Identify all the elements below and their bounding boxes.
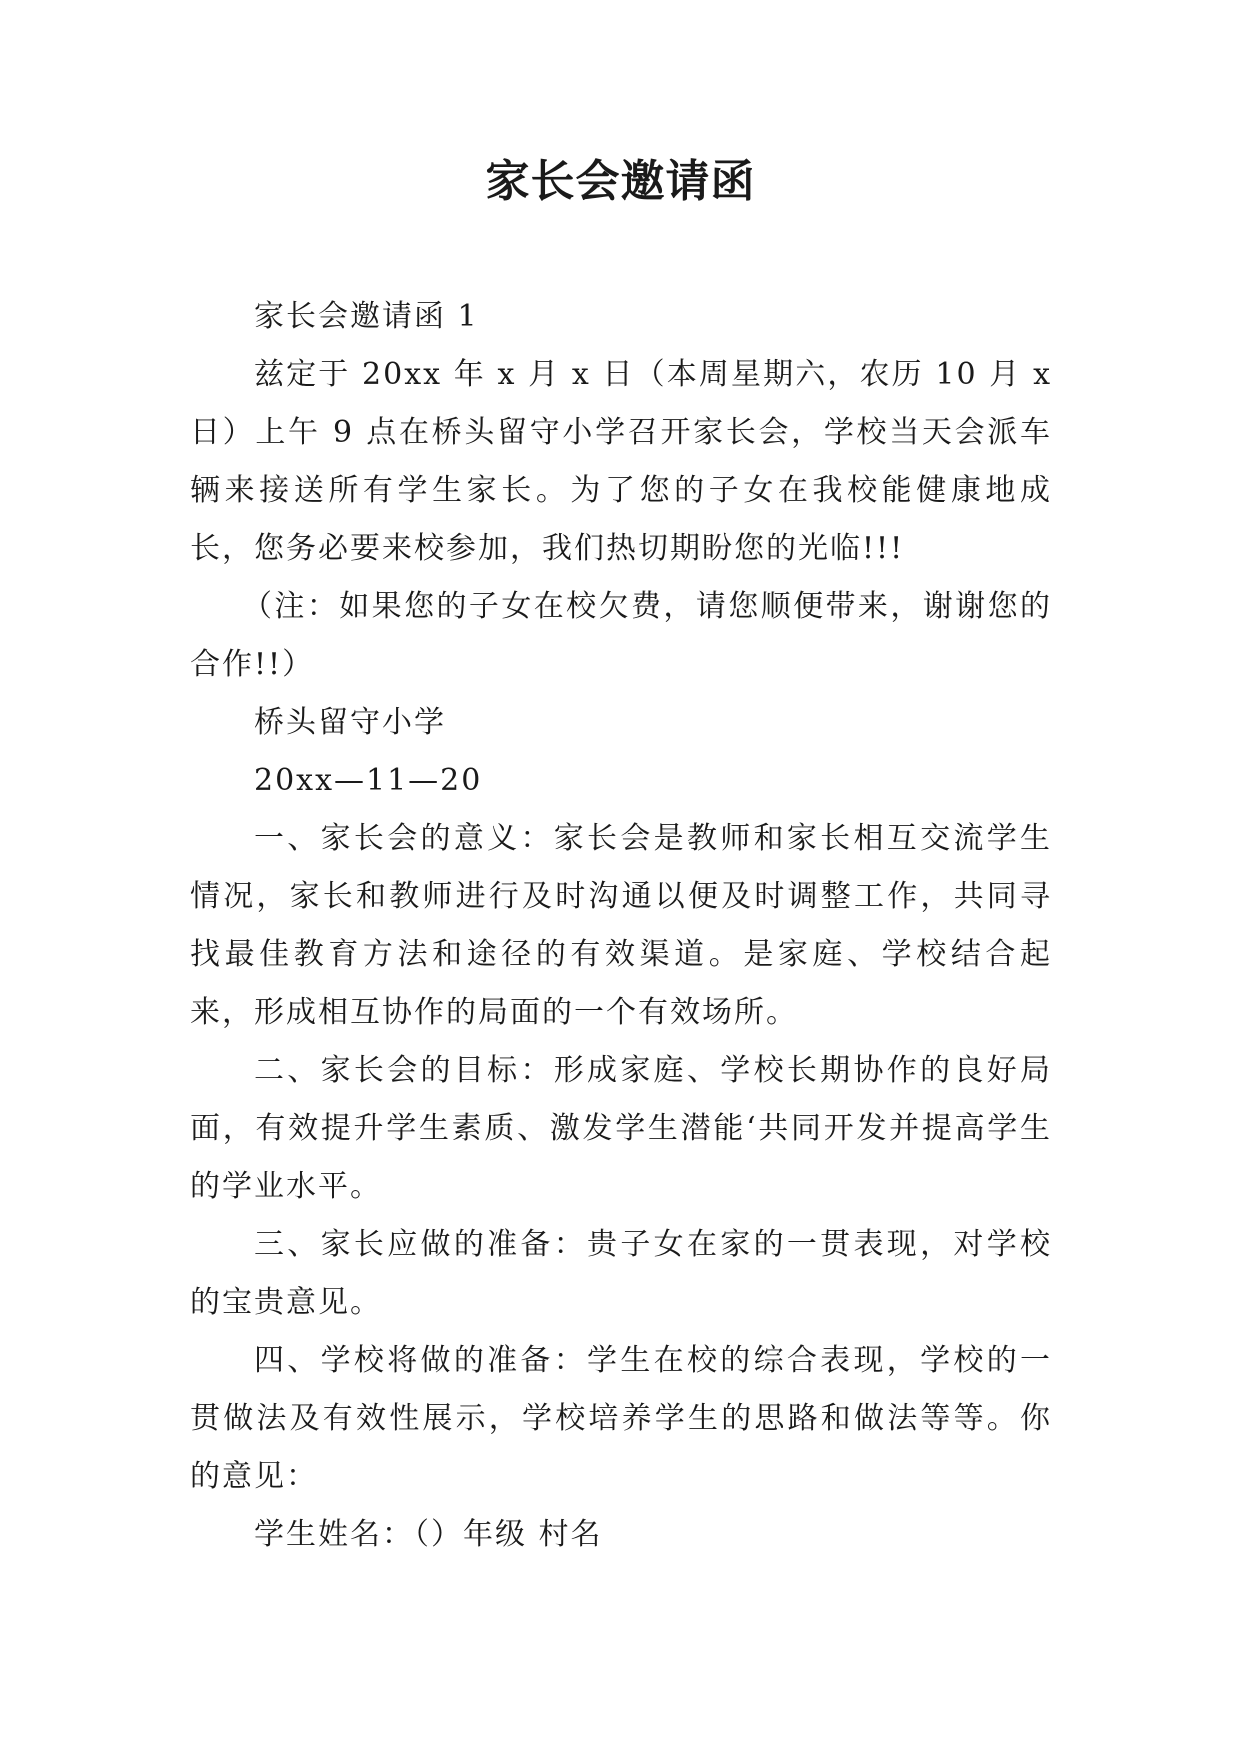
note-paragraph: （注：如果您的子女在校欠费，请您顺便带来，谢谢您的合作!!） — [190, 589, 1052, 682]
student-info-line: 学生姓名：（）年级 村名 — [254, 1517, 603, 1552]
section-school-prep: 四、学校将做的准备：学生在校的综合表现，学校的一贯做法及有效性展示，学校培养学生的思路和做法等等。你的意见： — [190, 1343, 1052, 1494]
section-parent-prep: 三、家长应做的准备：贵子女在家的一贯表现，对学校的宝贵意见。 — [190, 1227, 1052, 1320]
date-line: 20xx—11—20 — [254, 763, 483, 798]
section-goal: 二、家长会的目标：形成家庭、学校长期协作的良好局面，有效提升学生素质、激发学生潜能‘共同开发并提高学生的学业水平。 — [190, 1053, 1052, 1204]
section-meaning: 一、家长会的意义：家长会是教师和家长相互交流学生情况，家长和教师进行及时沟通以便及时调整工作，共同寻找最佳教育方法和途径的有效渠道。是家庭、学校结合起来，形成相互协作的局面的一个有效场所。 — [190, 821, 1052, 1030]
document-title: 家长会邀请函 — [485, 156, 756, 207]
document-body — [190, 288, 1052, 1564]
school-name: 桥头留守小学 — [254, 705, 446, 740]
invitation-paragraph: 兹定于 20xx 年 x 月 x 日（本周星期六，农历 10 月 x 日）上午 9 点在桥头留守小学召开家长会，学校当天会派车辆来接送所有学生家长。为了您的子女在我校能健康地成长，您务必要来校参加，我们热切期盼您的光临!!! — [190, 357, 1052, 566]
subtitle-paragraph: 家长会邀请函 1 — [254, 299, 479, 334]
